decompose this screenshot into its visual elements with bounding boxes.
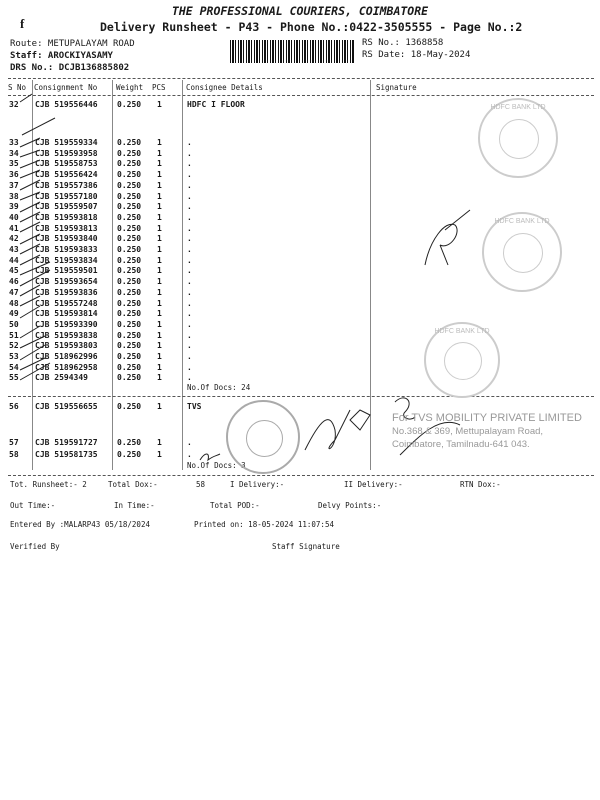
cell-sno: 35: [9, 159, 19, 168]
verified-by: Verified By: [10, 542, 60, 551]
rs-number: RS No.: 1368858: [362, 38, 444, 48]
cell-details: .: [187, 159, 192, 168]
cell-wt: 0.250: [117, 288, 142, 297]
cell-sno: 58: [9, 450, 19, 459]
cell-pcs: 1: [157, 170, 162, 179]
cell-wt: 0.250: [117, 352, 142, 361]
cell-wt: 0.250: [117, 192, 142, 201]
cell-cn: CJB 519581735: [35, 450, 98, 459]
cell-cn: CJB 518962996: [35, 352, 98, 361]
cell-wt: 0.250: [117, 181, 142, 190]
cell-sno: 39: [9, 202, 19, 211]
cell-sno: 38: [9, 192, 19, 201]
cell-pcs: 1: [157, 234, 162, 243]
cell-cn: CJB 519593833: [35, 245, 98, 254]
cell-pcs: 1: [157, 100, 162, 109]
cell-details: .: [187, 213, 192, 222]
cell-wt: 0.250: [117, 213, 142, 222]
staff-signature: Staff Signature: [272, 542, 340, 551]
cell-sno: 53: [9, 352, 19, 361]
cell-wt: 0.250: [117, 149, 142, 158]
cell-details: .: [187, 363, 192, 372]
cell-details: .: [187, 288, 192, 297]
cell-details: .: [187, 192, 192, 201]
cell-details: .: [187, 450, 192, 459]
cell-cn: CJB 519556446: [35, 100, 98, 109]
cell-cn: CJB 2594349: [35, 373, 88, 382]
cell-pcs: 1: [157, 299, 162, 308]
cell-sno: 52: [9, 341, 19, 350]
cell-cn: CJB 519593836: [35, 288, 98, 297]
cell-pcs: 1: [157, 181, 162, 190]
cell-wt: 0.250: [117, 159, 142, 168]
cell-wt: 0.250: [117, 320, 142, 329]
cell-pcs: 1: [157, 159, 162, 168]
cell-wt: 0.250: [117, 363, 142, 372]
cell-sno: 55: [9, 373, 19, 382]
cell-details: .: [187, 202, 192, 211]
hdfc-stamp: HDFC BANK LTD: [424, 322, 500, 398]
cell-wt: 0.250: [117, 100, 142, 109]
cell-sno: 44: [9, 256, 19, 265]
total-dox-value: 58: [196, 480, 206, 489]
cell-wt: 0.250: [117, 402, 142, 411]
cell-pcs: 1: [157, 341, 162, 350]
cell-sno: 32: [9, 100, 19, 109]
drs-number: DRS No.: DCJB136885802: [10, 63, 130, 73]
total-dox-label: Total Dox:-: [108, 480, 158, 489]
cell-details: .: [187, 245, 192, 254]
route: Route: METUPALAYAM ROAD: [10, 39, 135, 49]
cell-wt: 0.250: [117, 234, 142, 243]
cell-sno: 50: [9, 320, 19, 329]
cell-wt: 0.250: [117, 202, 142, 211]
cell-wt: 0.250: [117, 373, 142, 382]
printed-on: Printed on: 18-05-2024 11:07:54: [194, 520, 334, 529]
delivery-points: Delvy Points:-: [318, 501, 382, 510]
cell-cn: CJB 518962958: [35, 363, 98, 372]
cell-cn: CJB 519556655: [35, 402, 98, 411]
cell-sno: 45: [9, 266, 19, 275]
cell-sno: 33: [9, 138, 19, 147]
cell-pcs: 1: [157, 352, 162, 361]
cell-pcs: 1: [157, 450, 162, 459]
cell-details: .: [187, 320, 192, 329]
cell-wt: 0.250: [117, 266, 142, 275]
cell-details: .: [187, 438, 192, 447]
cell-details: .: [187, 373, 192, 382]
tot-runsheet: Tot. Runsheet:- 2: [10, 480, 87, 489]
cell-wt: 0.250: [117, 309, 142, 318]
cell-sno: 48: [9, 299, 19, 308]
cell-wt: 0.250: [117, 450, 142, 459]
cell-sno: 47: [9, 288, 19, 297]
cell-wt: 0.250: [117, 245, 142, 254]
cell-pcs: 1: [157, 402, 162, 411]
cell-sno: 41: [9, 224, 19, 233]
cell-pcs: 1: [157, 331, 162, 340]
ii-delivery: II Delivery:-: [344, 480, 403, 489]
cell-wt: 0.250: [117, 256, 142, 265]
cell-details: .: [187, 299, 192, 308]
cell-wt: 0.250: [117, 438, 142, 447]
cell-sno: 40: [9, 213, 19, 222]
cell-pcs: 1: [157, 438, 162, 447]
cell-pcs: 1: [157, 363, 162, 372]
cell-details: .: [187, 170, 192, 179]
cell-wt: 0.250: [117, 170, 142, 179]
cell-pcs: 1: [157, 202, 162, 211]
cell-cn: CJB 519593654: [35, 277, 98, 286]
cell-details: .: [187, 234, 192, 243]
cell-sno: 34: [9, 149, 19, 158]
col-sno: S No: [8, 83, 27, 92]
cell-cn: CJB 519559507: [35, 202, 98, 211]
cell-cn: CJB 519591727: [35, 438, 98, 447]
cell-details: .: [187, 341, 192, 350]
cell-wt: 0.250: [117, 277, 142, 286]
cell-details: .: [187, 149, 192, 158]
hdfc-stamp: HDFC BANK LTD: [478, 98, 558, 178]
cell-details: .: [187, 331, 192, 340]
cell-cn: CJB 519558753: [35, 159, 98, 168]
cell-wt: 0.250: [117, 138, 142, 147]
company-title: THE PROFESSIONAL COURIERS, COIMBATORE: [171, 4, 429, 18]
cell-cn: CJB 519593840: [35, 234, 98, 243]
cell-wt: 0.250: [117, 299, 142, 308]
col-weight: Weight: [116, 83, 144, 92]
out-time: Out Time:-: [10, 501, 56, 510]
cell-sno: 49: [9, 309, 19, 318]
cell-pcs: 1: [157, 149, 162, 158]
cell-cn: CJB 519593390: [35, 320, 98, 329]
handwritten-mark: f: [20, 16, 25, 31]
cell-details: TVS: [187, 402, 202, 411]
cell-sno: 37: [9, 181, 19, 190]
runsheet-subtitle: Delivery Runsheet - P43 - Phone No.:0422-3505555 - Page No.:2: [100, 20, 523, 34]
staff: Staff: AROCKIYASAMY: [10, 51, 113, 61]
cell-details: .: [187, 224, 192, 233]
cell-pcs: 1: [157, 192, 162, 201]
cell-sno: 43: [9, 245, 19, 254]
cell-details: .: [187, 181, 192, 190]
cell-pcs: 1: [157, 309, 162, 318]
cell-cn: CJB 519593818: [35, 213, 98, 222]
cell-cn: CJB 519559334: [35, 138, 98, 147]
cell-cn: CJB 519557248: [35, 299, 98, 308]
cell-cn: CJB 519593838: [35, 331, 98, 340]
cell-sno: 36: [9, 170, 19, 179]
cell-sno: 56: [9, 402, 19, 411]
entered-by: Entered By :MALARP43 05/18/2024: [10, 520, 150, 529]
cell-sno: 42: [9, 234, 19, 243]
cell-pcs: 1: [157, 320, 162, 329]
cell-cn: CJB 519559501: [35, 266, 98, 275]
cell-wt: 0.250: [117, 224, 142, 233]
i-delivery: I Delivery:-: [230, 480, 285, 489]
total-pod: Total POD:-: [210, 501, 260, 510]
cell-sno: 54: [9, 363, 19, 372]
docs-count: No.Of Docs: 24: [187, 383, 251, 392]
col-consignee: Consignee Details: [186, 83, 263, 92]
col-consignment: Consignment No: [34, 83, 98, 92]
rs-date: RS Date: 18-May-2024: [362, 50, 471, 60]
cell-pcs: 1: [157, 288, 162, 297]
rtn-dox: RTN Dox:-: [460, 480, 501, 489]
cell-cn: CJB 519557180: [35, 192, 98, 201]
cell-pcs: 1: [157, 266, 162, 275]
col-pcs: PCS: [152, 83, 166, 92]
cell-details: .: [187, 266, 192, 275]
cell-pcs: 1: [157, 138, 162, 147]
docs-count: No.Of Docs: 3: [187, 461, 246, 470]
cell-sno: 57: [9, 438, 19, 447]
cell-cn: CJB 519556424: [35, 170, 98, 179]
cell-sno: 46: [9, 277, 19, 286]
cell-details: .: [187, 256, 192, 265]
cell-pcs: 1: [157, 224, 162, 233]
col-signature: Signature: [376, 83, 417, 92]
cell-details: .: [187, 277, 192, 286]
cell-pcs: 1: [157, 256, 162, 265]
cell-pcs: 1: [157, 245, 162, 254]
cell-cn: CJB 519593813: [35, 224, 98, 233]
cell-details: .: [187, 309, 192, 318]
cell-cn: CJB 519557386: [35, 181, 98, 190]
cell-pcs: 1: [157, 277, 162, 286]
tvs-company-stamp: For TVS MOBILITY PRIVATE LIMITED No.368 & 369, Mettupalayam Road, Coimbatore, Tamilnadu-641 043.: [392, 412, 582, 450]
cell-wt: 0.250: [117, 331, 142, 340]
cell-details: .: [187, 352, 192, 361]
cell-wt: 0.250: [117, 341, 142, 350]
cell-cn: CJB 519593834: [35, 256, 98, 265]
cell-pcs: 1: [157, 373, 162, 382]
cell-cn: CJB 519593803: [35, 341, 98, 350]
cell-details: .: [187, 138, 192, 147]
cell-sno: 51: [9, 331, 19, 340]
cell-cn: CJB 519593814: [35, 309, 98, 318]
cell-details: HDFC I FLOOR: [187, 100, 245, 109]
hdfc-stamp: HDFC BANK LTD: [482, 212, 562, 292]
cell-pcs: 1: [157, 213, 162, 222]
in-time: In Time:-: [114, 501, 155, 510]
cell-cn: CJB 519593958: [35, 149, 98, 158]
